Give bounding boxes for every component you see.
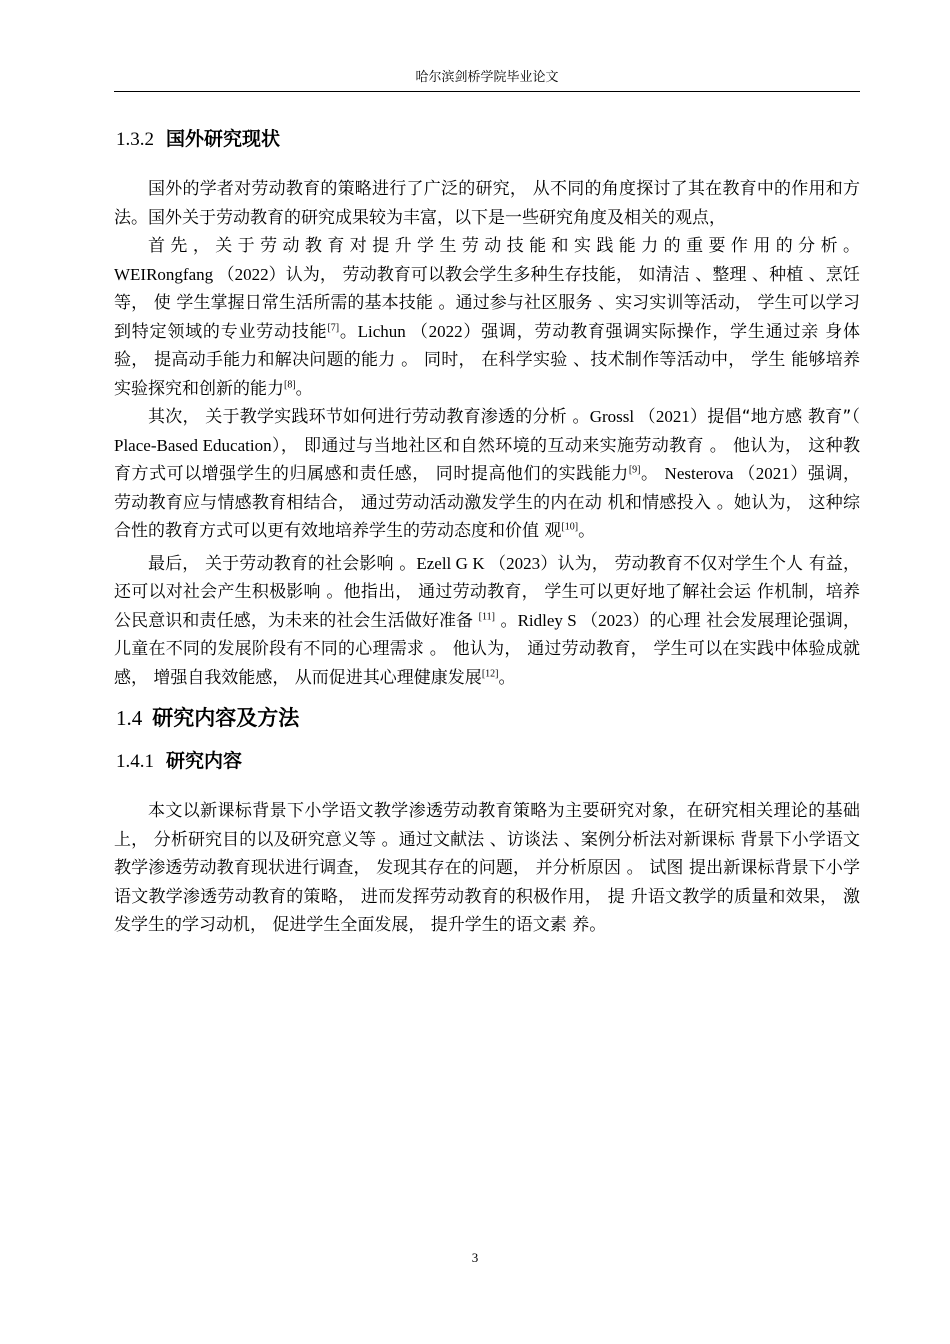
reference-marker: [11] [478,610,495,622]
text-run: 。 [578,521,596,541]
page-number: 3 [471,1250,479,1265]
section-number: 1.3.2 [116,129,154,150]
section-title: 研究内容及方法 [152,706,300,730]
text-run: ）， 即通过与当地社区和自然环境的互动来实施劳动教育 。 他认为， 这种教育方式可以增强学生的归属感和责任感， 同时提高他们的实践能力 [114,435,860,484]
text-run: 。 [640,464,665,484]
section-title: 研究内容 [166,750,243,772]
citation-author: Nesterova （2021） [664,464,808,483]
text-run: 。 [295,378,313,399]
reference-marker: [7] [327,321,340,333]
section-title: 国外研究现状 [166,128,281,150]
text-run: 强调，劳动教育强调实际操作，学生通过亲 身体验， 提高动手能力和解决问题的能力 。 同时， 在科学实验 、技术制作等活动中， 学生 能够培养实验探究和创新的能力 [114,321,861,399]
citation-author: WEIRongfang （2022） [114,264,286,284]
page-body [114,118,860,940]
text-run: 强调， 劳动教育应与情感教育相结合， 通过劳动活动激发学生的内在动 机和情感投入 。她认为， 这种综合性的教育方式可以更有效地培养学生的劳动态度和价值 观 [114,464,861,541]
section-heading-1-3-2 [116,124,860,151]
citation-author: Ezell G K （2023） [416,553,558,573]
text-run: 认为， 劳动教育可以教会学生多种生存技能， 如清洁 、整理 、种植 、烹饪等， 使 学生掌握日常生活所需的基本技能 。通过参与社区服务 、实习实训等活动， 学生可以学习 到特定领域的专业劳动技能 [114,264,860,342]
paragraph-research-content: 本文以新课标背景下小学语文教学渗透劳动教育策略为主要研究对象，在研究相关理论的基础上， 分析研究目的以及研究意义等 。通过文献法 、访谈法 、案例分析法对新课标 背景下小学语文教学渗透劳动教育现状进行调查， 发现其存在的问题， 并分析原因 。 试图 提出新课标背景下小学语文教学渗透劳动教育的策略， 进而发挥劳动教育的积极作用， 提 升语文教学的质量和效果， 激发学生的学习动机， 促进学生全面发展， 提升学生的语文素 养。 [114,801,860,935]
text-run: 的心理 社会发展理论强调， 儿童在不同的发展阶段有不同的心理需求 。 他认为， 通过劳动教育， 学生可以在实践中体验成就感， 增强自我效能感， 从而促进其心理健康发展 [114,610,860,688]
text-run: 。 [494,610,518,631]
paragraph-first [114,232,860,403]
paragraph-finally [114,550,860,693]
text-run: 。 [339,321,358,342]
reference-marker: [12] [481,667,499,679]
paragraph-second [114,403,860,546]
citation-author: Lichun （2022） [357,321,482,341]
page-header: 哈尔滨剑桥学院毕业论文 [114,66,860,92]
text-run: 其次， 关于教学实践环节如何进行劳动教育渗透的分析 。 [148,407,590,427]
section-number: 1.4.1 [116,751,154,772]
text-run: 认为， 劳动教育不仅对学生个人 有益， 还可以对社会产生积极影响 。他指出， 通过劳动教育， 学生可以更好地了解社会运 作机制，培养公民意识和责任感，为未来的社会生活做好准备 [114,553,860,631]
english-term: Place-Based Education [114,435,272,455]
reference-marker: [9] [628,464,641,476]
section-number: 1.4 [116,706,143,730]
section-heading-1-4 [116,702,860,732]
text-run: 首先，关于劳动教育对提升学生劳动技能和实践能力的重要作用的分析。 [148,236,860,256]
section-heading-1-4-1 [116,746,860,773]
paragraph-intro: 国外的学者对劳动教育的策略进行了广泛的研究， 从不同的角度探讨了其在教育中的作用和方法。国外关于劳动教育的研究成果较为丰富，以下是一些研究角度及相关的观点， [114,179,860,228]
text-run: 最后， 关于劳动教育的社会影响 。 [148,553,417,574]
citation-author: Ridley S （2023） [517,610,650,630]
text-run: 。 [498,667,516,688]
citation-author: Grossl （2021） [589,407,708,426]
reference-marker: [8] [284,378,296,390]
reference-marker: [10] [561,521,579,533]
text-run: 提倡“地方感 教育”（ [707,407,860,427]
